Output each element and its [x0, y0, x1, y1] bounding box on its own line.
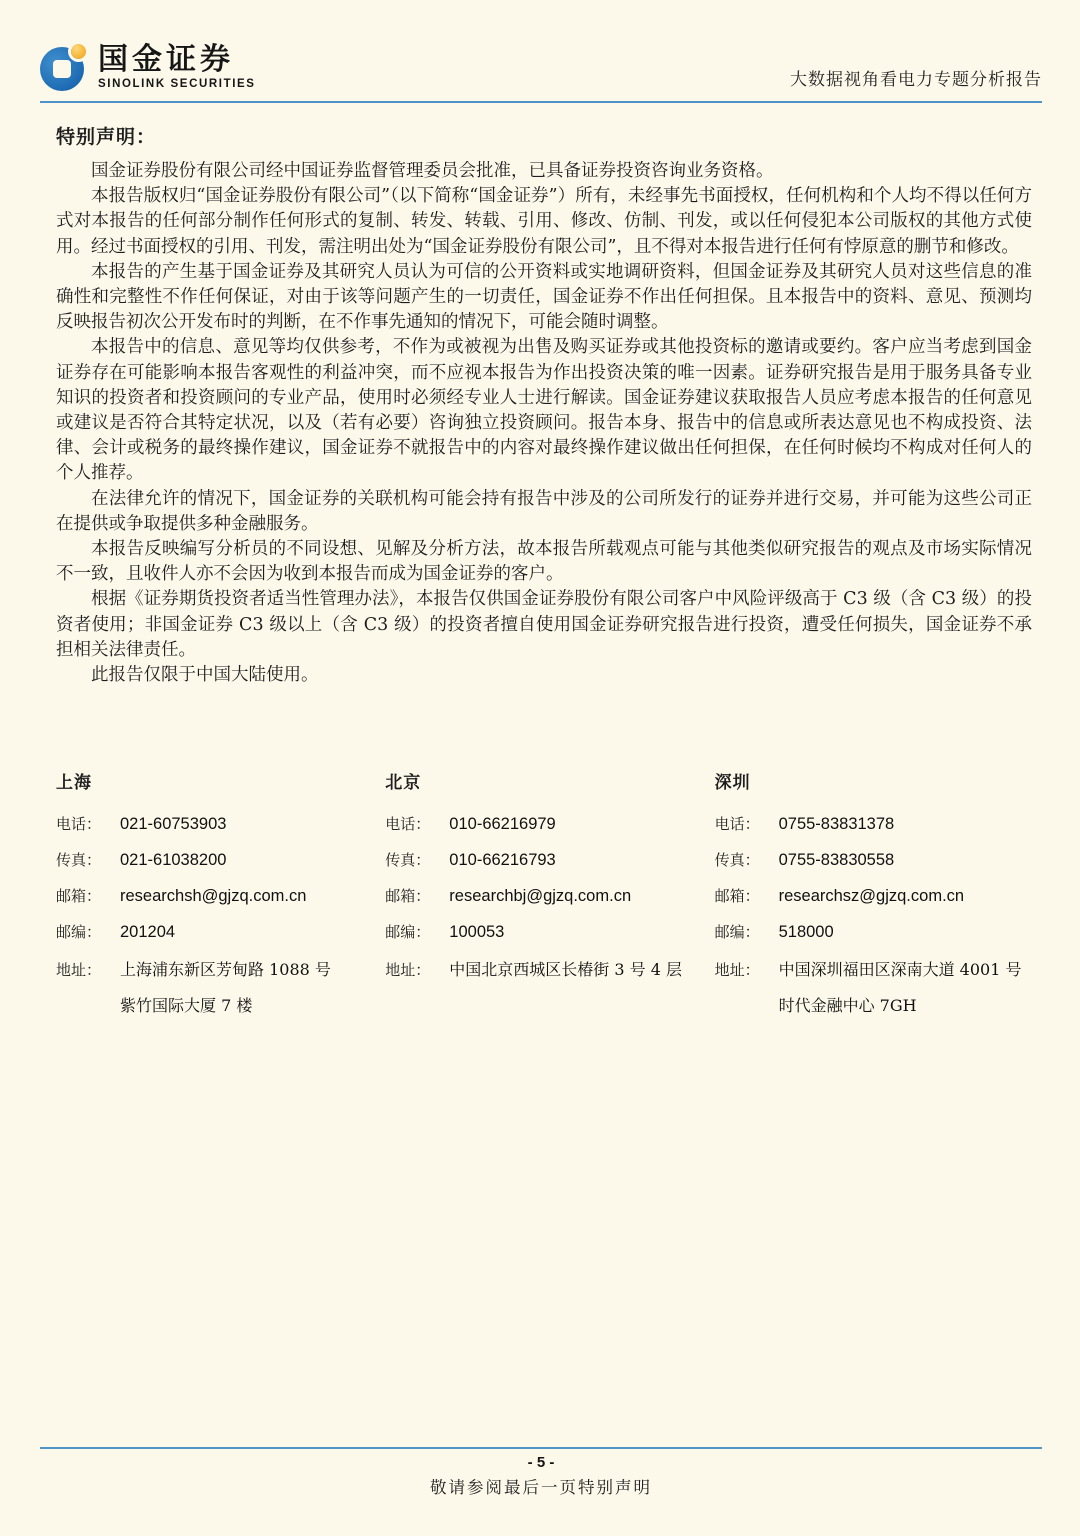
disclaimer-paragraph: 在法律允许的情况下，国金证券的关联机构可能会持有报告中涉及的公司所发行的证券并进行交易，并可能为这些公司正在提供或争取提供多种金融服务。 [56, 488, 1032, 534]
fax-value: 021-61038200 [120, 851, 227, 869]
office-fax-row [56, 849, 365, 870]
page-footer [40, 1447, 1042, 1536]
email-label: 邮箱： [56, 887, 102, 905]
phone-value: 021-60753903 [120, 815, 227, 833]
address-label: 地址： [714, 961, 760, 979]
address-line1: 中国深圳福田区深南大道 4001 号 [778, 960, 1022, 979]
zip-label: 邮编： [714, 923, 760, 941]
office-fax-row [715, 849, 1024, 870]
logo-gold-ball-shape [71, 44, 86, 59]
email-value: researchbj@gjzq.com.cn [449, 887, 632, 905]
disclaimer-paragraph: 此报告仅限于中国大陆使用。 [91, 665, 319, 686]
address-line2: 紫竹国际大厦 7 楼 [120, 996, 253, 1015]
zip-label: 邮编： [56, 923, 102, 941]
office-zip-row [385, 921, 694, 942]
logo-square-hole-shape [53, 60, 71, 78]
footer-note: 敬请参阅最后一页特别声明 [430, 1478, 652, 1497]
disclaimer-title: 特别声明： [56, 126, 157, 148]
disclaimer-paragraph: 本报告反映编写分析员的不同设想、见解及分析方法，故本报告所载观点可能与其他类似研究报告的观点及市场实际情况不一致，且收件人亦不会因为收到本报告而成为国金证券的客户。 [56, 539, 1032, 585]
email-value: researchsh@gjzq.com.cn [120, 887, 307, 905]
phone-label: 电话： [56, 815, 102, 833]
office-fax-row [385, 849, 694, 870]
office-shanghai [56, 768, 385, 1031]
office-address-row2 [56, 993, 365, 1016]
email-label: 邮箱： [714, 887, 760, 905]
office-phone-row [56, 813, 365, 834]
office-city: 上海 [56, 773, 92, 793]
office-zip-row [715, 921, 1024, 942]
disclaimer-paragraph: 本报告的产生基于国金证券及其研究人员认为可信的公开资料或实地调研资料，但国金证券及其研究人员对这些信息的准确性和完整性不作任何保证，对由于该等问题产生的一切责任，国金证券不作出任何担保。且本报告中的资料、意见、预测均反映报告初次公开发布时的判断，在不作事先通知的情况下，可能会随时调整。 [56, 261, 1032, 333]
fax-label: 传真： [56, 851, 102, 869]
brand-name-cn: 国金证券 [98, 43, 234, 77]
address-line1: 中国北京西城区长椿街 3 号 4 层 [449, 960, 683, 979]
disclaimer-paragraph: 本报告中的信息、意见等均仅供参考，不作为或被视为出售及购买证券或其他投资标的邀请或要约。客户应当考虑到国金证券存在可能影响本报告客观性的利益冲突，而不应视本报告为作出投资决策的唯一因素。证券研究报告是用于服务具备专业知识的投资者和投资顾问的专业产品，使用时必须经专业人士进行解读。国金证券建议获取报告人员应考虑本报告的任何意见或建议是否符合其特定状况，以及（若有必要）咨询独立投资顾问。报告本身、报告中的信息或所表达意见也不构成投资、法律、会计或税务的最终操作建议，国金证券不就报告中的内容对最终操作建议做出任何担保，在任何时候均不构成对任何人的个人推荐。 [56, 337, 1032, 484]
fax-label: 传真： [714, 851, 760, 869]
office-email-row [715, 885, 1024, 906]
disclaimer-section [56, 122, 1032, 688]
office-email-row [385, 885, 694, 906]
email-value: researchsz@gjzq.com.cn [778, 887, 965, 905]
report-title: 大数据视角看电力专题分析报告 [790, 70, 1042, 90]
address-line1: 上海浦东新区芳甸路 1088 号 [120, 960, 331, 979]
fax-value: 010-66216793 [449, 851, 556, 869]
address-label: 地址： [385, 961, 431, 979]
fax-value: 0755-83830558 [778, 851, 895, 869]
phone-value: 010-66216979 [449, 815, 556, 833]
page-number: - 5 - [527, 1454, 555, 1471]
brand-text [98, 45, 256, 91]
brand-logo [40, 44, 256, 92]
disclaimer-paragraph: 国金证券股份有限公司经中国证券监督管理委员会批准，已具备证券投资咨询业务资格。 [91, 161, 774, 181]
zip-value: 518000 [778, 923, 834, 941]
office-address-row [385, 957, 694, 980]
brand-name-en: SINOLINK SECURITIES [98, 78, 256, 91]
office-phone-row [715, 813, 1024, 834]
phone-value: 0755-83831378 [778, 815, 895, 833]
fax-label: 传真： [385, 851, 431, 869]
office-city: 深圳 [714, 773, 751, 793]
office-address-row2 [715, 993, 1024, 1016]
page-header [40, 44, 1042, 103]
office-zip-row [56, 921, 365, 942]
phone-label: 电话： [385, 815, 431, 833]
zip-value: 100053 [449, 923, 505, 941]
contact-offices [56, 768, 1044, 1031]
office-phone-row [385, 813, 694, 834]
email-label: 邮箱： [385, 887, 431, 905]
zip-value: 201204 [120, 923, 176, 941]
office-email-row [56, 885, 365, 906]
disclaimer-paragraph: 根据《证券期货投资者适当性管理办法》，本报告仅供国金证券股份有限公司客户中风险评级高于 C3 级（含 C3 级）的投资者使用；非国金证券 C3 级以上（含 C3 级）的投资者擅自使用国金证券研究报告进行投资，遭受任何损失，国金证券不承担相关法律责任。 [56, 589, 1032, 660]
sinolink-logo-icon [40, 44, 88, 92]
office-city: 北京 [385, 773, 422, 793]
office-address-row [715, 957, 1024, 980]
office-beijing [385, 768, 714, 1031]
phone-label: 电话： [714, 815, 760, 833]
office-shenzhen [715, 768, 1044, 1031]
address-line2: 时代金融中心 7GH [778, 996, 917, 1015]
disclaimer-paragraph: 本报告版权归“国金证券股份有限公司”（以下简称“国金证券”）所有，未经事先书面授权，任何机构和个人均不得以任何方式对本报告的任何部分制作任何形式的复制、转发、转载、引用、修改、仿制、刊发，或以任何侵犯本公司版权的其他方式使用。经过书面授权的引用、刊发，需注明出处为“国金证券股份有限公司”，且不得对本报告进行任何有悖原意的删节和修改。 [56, 186, 1032, 257]
zip-label: 邮编： [385, 923, 431, 941]
office-address-row [56, 957, 365, 980]
address-label: 地址： [56, 961, 102, 979]
